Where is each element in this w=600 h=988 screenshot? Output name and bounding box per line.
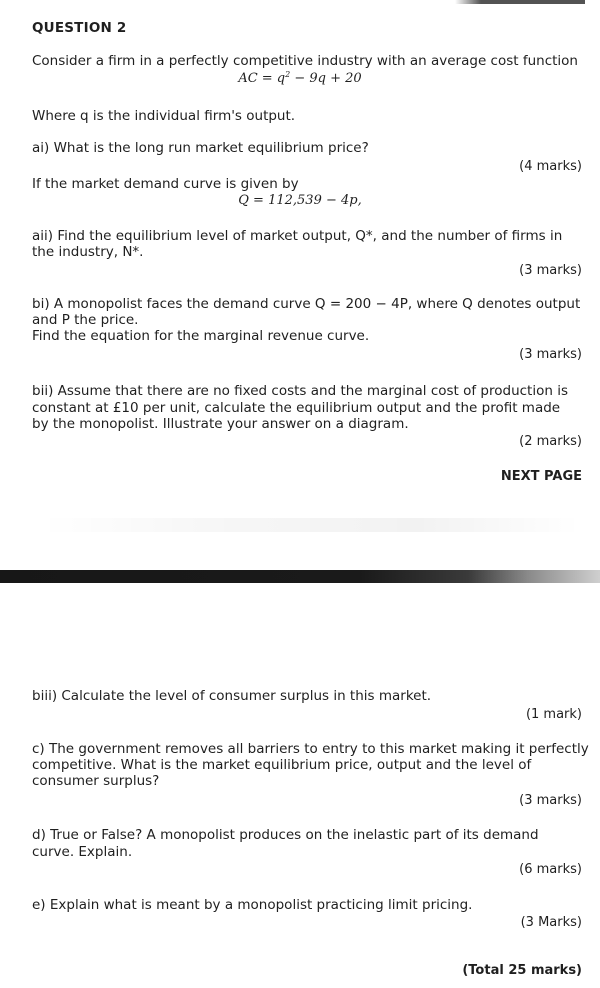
part-bi-marks: (3 marks)	[519, 347, 582, 362]
demand-equation: Q = 112,539 − 4p,	[238, 193, 362, 208]
next-page-label: NEXT PAGE	[500, 469, 582, 484]
total-marks: (Total 25 marks)	[462, 963, 582, 978]
average-cost-equation	[0, 70, 600, 86]
part-d-line-1: d) True or False? A monopolist produces on the inelastic part of its demand	[32, 827, 539, 843]
ac-equation-exponent: 2	[285, 70, 291, 79]
part-bii-marks: (2 marks)	[519, 434, 582, 449]
part-bii-line-1: bii) Assume that there are no fixed costs and the marginal cost of production is	[32, 383, 568, 399]
part-ai-text: ai) What is the long run market equilibrium price?	[32, 140, 369, 156]
part-d-line-2: curve. Explain.	[32, 844, 133, 860]
page-smudge	[40, 518, 580, 532]
where-text: Where q is the individual firm's output.	[32, 108, 296, 124]
part-c-marks: (3 marks)	[519, 793, 582, 808]
question-title: QUESTION 2	[32, 20, 127, 36]
part-bi-line-3: Find the equation for the marginal revenue curve.	[32, 328, 370, 344]
part-ai-marks: (4 marks)	[519, 159, 582, 174]
top-edge-mark	[455, 0, 585, 4]
part-aii-line-2: the industry, N*.	[32, 244, 144, 260]
part-bii-line-2: constant at £10 per unit, calculate the equilibrium output and the profit made	[32, 400, 561, 416]
part-biii-text: biii) Calculate the level of consumer surplus in this market.	[32, 688, 432, 704]
part-biii-marks: (1 mark)	[525, 707, 582, 722]
ac-equation-lhs: AC = q	[238, 71, 286, 86]
part-bi-line-2: and P the price.	[32, 312, 139, 328]
part-e-text: e) Explain what is meant by a monopolist practicing limit pricing.	[32, 897, 473, 913]
page-divider	[0, 570, 600, 583]
part-c-line-2: competitive. What is the market equilibrium price, output and the level of	[32, 757, 532, 773]
part-bii-line-3: by the monopolist. Illustrate your answer on a diagram.	[32, 416, 409, 432]
part-bi-line-1: bi) A monopolist faces the demand curve Q = 200 − 4P, where Q denotes output	[32, 296, 581, 312]
part-e-marks: (3 Marks)	[520, 915, 582, 930]
part-aii-marks: (3 marks)	[519, 263, 582, 278]
ac-equation-rhs: − 9q + 20	[290, 71, 362, 86]
part-aii-line-1: aii) Find the equilibrium level of market output, Q*, and the number of firms in	[32, 228, 563, 244]
intro-text: Consider a firm in a perfectly competitive industry with an average cost function	[32, 53, 578, 69]
part-c-line-1: c) The government removes all barriers to entry to this market making it perfectly	[32, 741, 589, 757]
demand-text: If the market demand curve is given by	[32, 176, 299, 192]
part-d-marks: (6 marks)	[519, 862, 582, 877]
part-c-line-3: consumer surplus?	[32, 773, 160, 789]
